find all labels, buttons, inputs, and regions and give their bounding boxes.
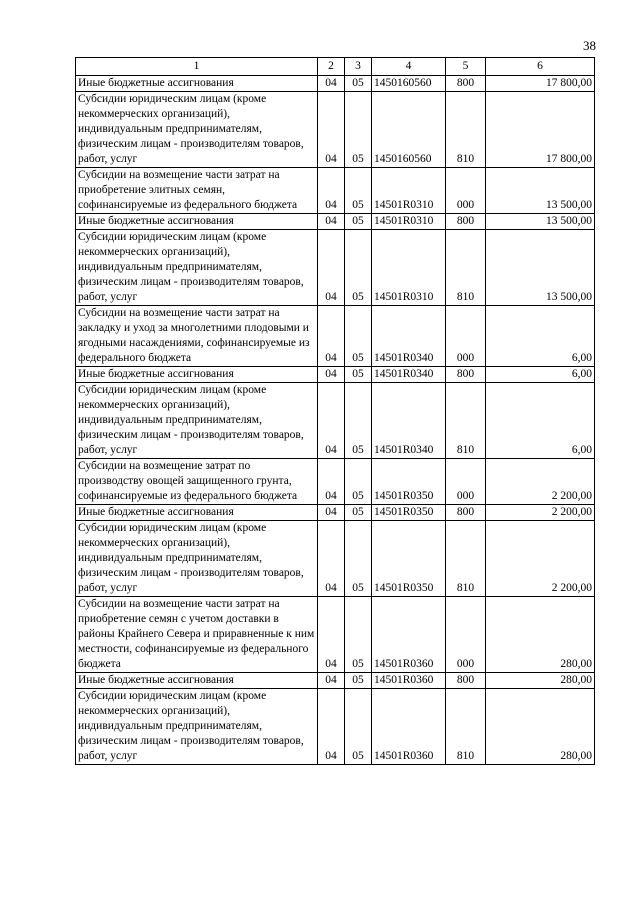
table-row — [76, 367, 595, 383]
table-row — [76, 306, 595, 367]
subsection-code-cell: 05 — [345, 367, 372, 383]
subsection-code-cell: 05 — [345, 76, 372, 92]
table-row — [76, 76, 595, 92]
section-code-cell: 04 — [318, 306, 345, 367]
table-row — [76, 230, 595, 306]
section-code-cell: 04 — [318, 521, 345, 597]
subsection-code-cell: 05 — [345, 689, 372, 765]
amount-cell: 280,00 — [486, 689, 595, 765]
amount-cell: 6,00 — [486, 383, 595, 459]
table-row — [76, 168, 595, 214]
section-code-cell: 04 — [318, 92, 345, 168]
subsection-code-cell: 05 — [345, 673, 372, 689]
header-cell: 5 — [446, 58, 486, 76]
expense-type-cell: 800 — [446, 214, 486, 230]
row-name-cell: Субсидии юридическим лицам (кроме некоммерческих организаций), индивидуальным предпринимателям, физическим лицам - производителям товаров, работ, услуг — [76, 689, 318, 765]
subsection-code-cell: 05 — [345, 306, 372, 367]
table-body — [76, 76, 595, 765]
target-article-cell: 14501R0350 — [372, 505, 446, 521]
table-row — [76, 214, 595, 230]
target-article-cell: 14501R0310 — [372, 214, 446, 230]
header-cell: 2 — [318, 58, 345, 76]
amount-cell: 2 200,00 — [486, 521, 595, 597]
section-code-cell: 04 — [318, 459, 345, 505]
target-article-cell: 14501R0340 — [372, 367, 446, 383]
expense-type-cell: 800 — [446, 367, 486, 383]
subsection-code-cell: 05 — [345, 521, 372, 597]
row-name-cell: Субсидии юридическим лицам (кроме некоммерческих организаций), индивидуальным предпринимателям, физическим лицам - производителям товаров, работ, услуг — [76, 230, 318, 306]
subsection-code-cell: 05 — [345, 168, 372, 214]
row-name-cell: Иные бюджетные ассигнования — [76, 214, 318, 230]
table-row — [76, 459, 595, 505]
amount-cell: 280,00 — [486, 597, 595, 673]
subsection-code-cell: 05 — [345, 383, 372, 459]
target-article-cell: 14501R0350 — [372, 521, 446, 597]
table-row — [76, 505, 595, 521]
table-row — [76, 383, 595, 459]
amount-cell: 2 200,00 — [486, 505, 595, 521]
target-article-cell: 1450160560 — [372, 76, 446, 92]
target-article-cell: 1450160560 — [372, 92, 446, 168]
subsection-code-cell: 05 — [345, 214, 372, 230]
amount-cell: 280,00 — [486, 673, 595, 689]
expense-type-cell: 800 — [446, 505, 486, 521]
row-name-cell: Иные бюджетные ассигнования — [76, 367, 318, 383]
expense-type-cell: 000 — [446, 597, 486, 673]
amount-cell: 2 200,00 — [486, 459, 595, 505]
budget-table — [75, 57, 595, 765]
amount-cell: 13 500,00 — [486, 230, 595, 306]
expense-type-cell: 000 — [446, 306, 486, 367]
row-name-cell: Субсидии на возмещение затрат по производству овощей защищенного грунта, софинансируемые из федерального бюджета — [76, 459, 318, 505]
table-row — [76, 673, 595, 689]
section-code-cell: 04 — [318, 673, 345, 689]
subsection-code-cell: 05 — [345, 230, 372, 306]
header-cell: 1 — [76, 58, 318, 76]
section-code-cell: 04 — [318, 214, 345, 230]
section-code-cell: 04 — [318, 168, 345, 214]
row-name-cell: Иные бюджетные ассигнования — [76, 673, 318, 689]
target-article-cell: 14501R0360 — [372, 597, 446, 673]
expense-type-cell: 000 — [446, 168, 486, 214]
table-row — [76, 521, 595, 597]
section-code-cell: 04 — [318, 230, 345, 306]
table-header-row — [76, 58, 595, 76]
target-article-cell: 14501R0310 — [372, 168, 446, 214]
amount-cell: 17 800,00 — [486, 92, 595, 168]
subsection-code-cell: 05 — [345, 505, 372, 521]
expense-type-cell: 800 — [446, 76, 486, 92]
target-article-cell: 14501R0310 — [372, 230, 446, 306]
expense-type-cell: 810 — [446, 521, 486, 597]
target-article-cell: 14501R0360 — [372, 689, 446, 765]
target-article-cell: 14501R0350 — [372, 459, 446, 505]
expense-type-cell: 810 — [446, 383, 486, 459]
amount-cell: 6,00 — [486, 367, 595, 383]
table-row — [76, 597, 595, 673]
row-name-cell: Субсидии юридическим лицам (кроме некоммерческих организаций), индивидуальным предпринимателям, физическим лицам - производителям товаров, работ, услуг — [76, 521, 318, 597]
section-code-cell: 04 — [318, 383, 345, 459]
subsection-code-cell: 05 — [345, 597, 372, 673]
page-number: 38 — [583, 38, 596, 53]
section-code-cell: 04 — [318, 597, 345, 673]
section-code-cell: 04 — [318, 367, 345, 383]
table-row — [76, 689, 595, 765]
header-cell: 6 — [486, 58, 595, 76]
expense-type-cell: 810 — [446, 689, 486, 765]
row-name-cell: Субсидии юридическим лицам (кроме некоммерческих организаций), индивидуальным предпринимателям, физическим лицам - производителям товаров, работ, услуг — [76, 383, 318, 459]
target-article-cell: 14501R0340 — [372, 383, 446, 459]
row-name-cell: Иные бюджетные ассигнования — [76, 76, 318, 92]
expense-type-cell: 810 — [446, 92, 486, 168]
header-cell: 3 — [345, 58, 372, 76]
row-name-cell: Субсидии юридическим лицам (кроме некоммерческих организаций), индивидуальным предпринимателям, физическим лицам - производителям товаров, работ, услуг — [76, 92, 318, 168]
row-name-cell: Субсидии на возмещение части затрат на приобретение семян с учетом доставки в районы Крайнего Севера и приравненные к ним местности, софинансируемые из федерального бюджета — [76, 597, 318, 673]
section-code-cell: 04 — [318, 689, 345, 765]
section-code-cell: 04 — [318, 505, 345, 521]
expense-type-cell: 800 — [446, 673, 486, 689]
amount-cell: 6,00 — [486, 306, 595, 367]
row-name-cell: Субсидии на возмещение части затрат на приобретение элитных семян, софинансируемые из федерального бюджета — [76, 168, 318, 214]
subsection-code-cell: 05 — [345, 92, 372, 168]
section-code-cell: 04 — [318, 76, 345, 92]
target-article-cell: 14501R0360 — [372, 673, 446, 689]
header-cell: 4 — [372, 58, 446, 76]
row-name-cell: Иные бюджетные ассигнования — [76, 505, 318, 521]
amount-cell: 17 800,00 — [486, 76, 595, 92]
table-row — [76, 92, 595, 168]
subsection-code-cell: 05 — [345, 459, 372, 505]
amount-cell: 13 500,00 — [486, 168, 595, 214]
expense-type-cell: 810 — [446, 230, 486, 306]
amount-cell: 13 500,00 — [486, 214, 595, 230]
target-article-cell: 14501R0340 — [372, 306, 446, 367]
row-name-cell: Субсидии на возмещение части затрат на закладку и уход за многолетними плодовыми и ягодными насаждениями, софинансируемые из федерального бюджета — [76, 306, 318, 367]
expense-type-cell: 000 — [446, 459, 486, 505]
